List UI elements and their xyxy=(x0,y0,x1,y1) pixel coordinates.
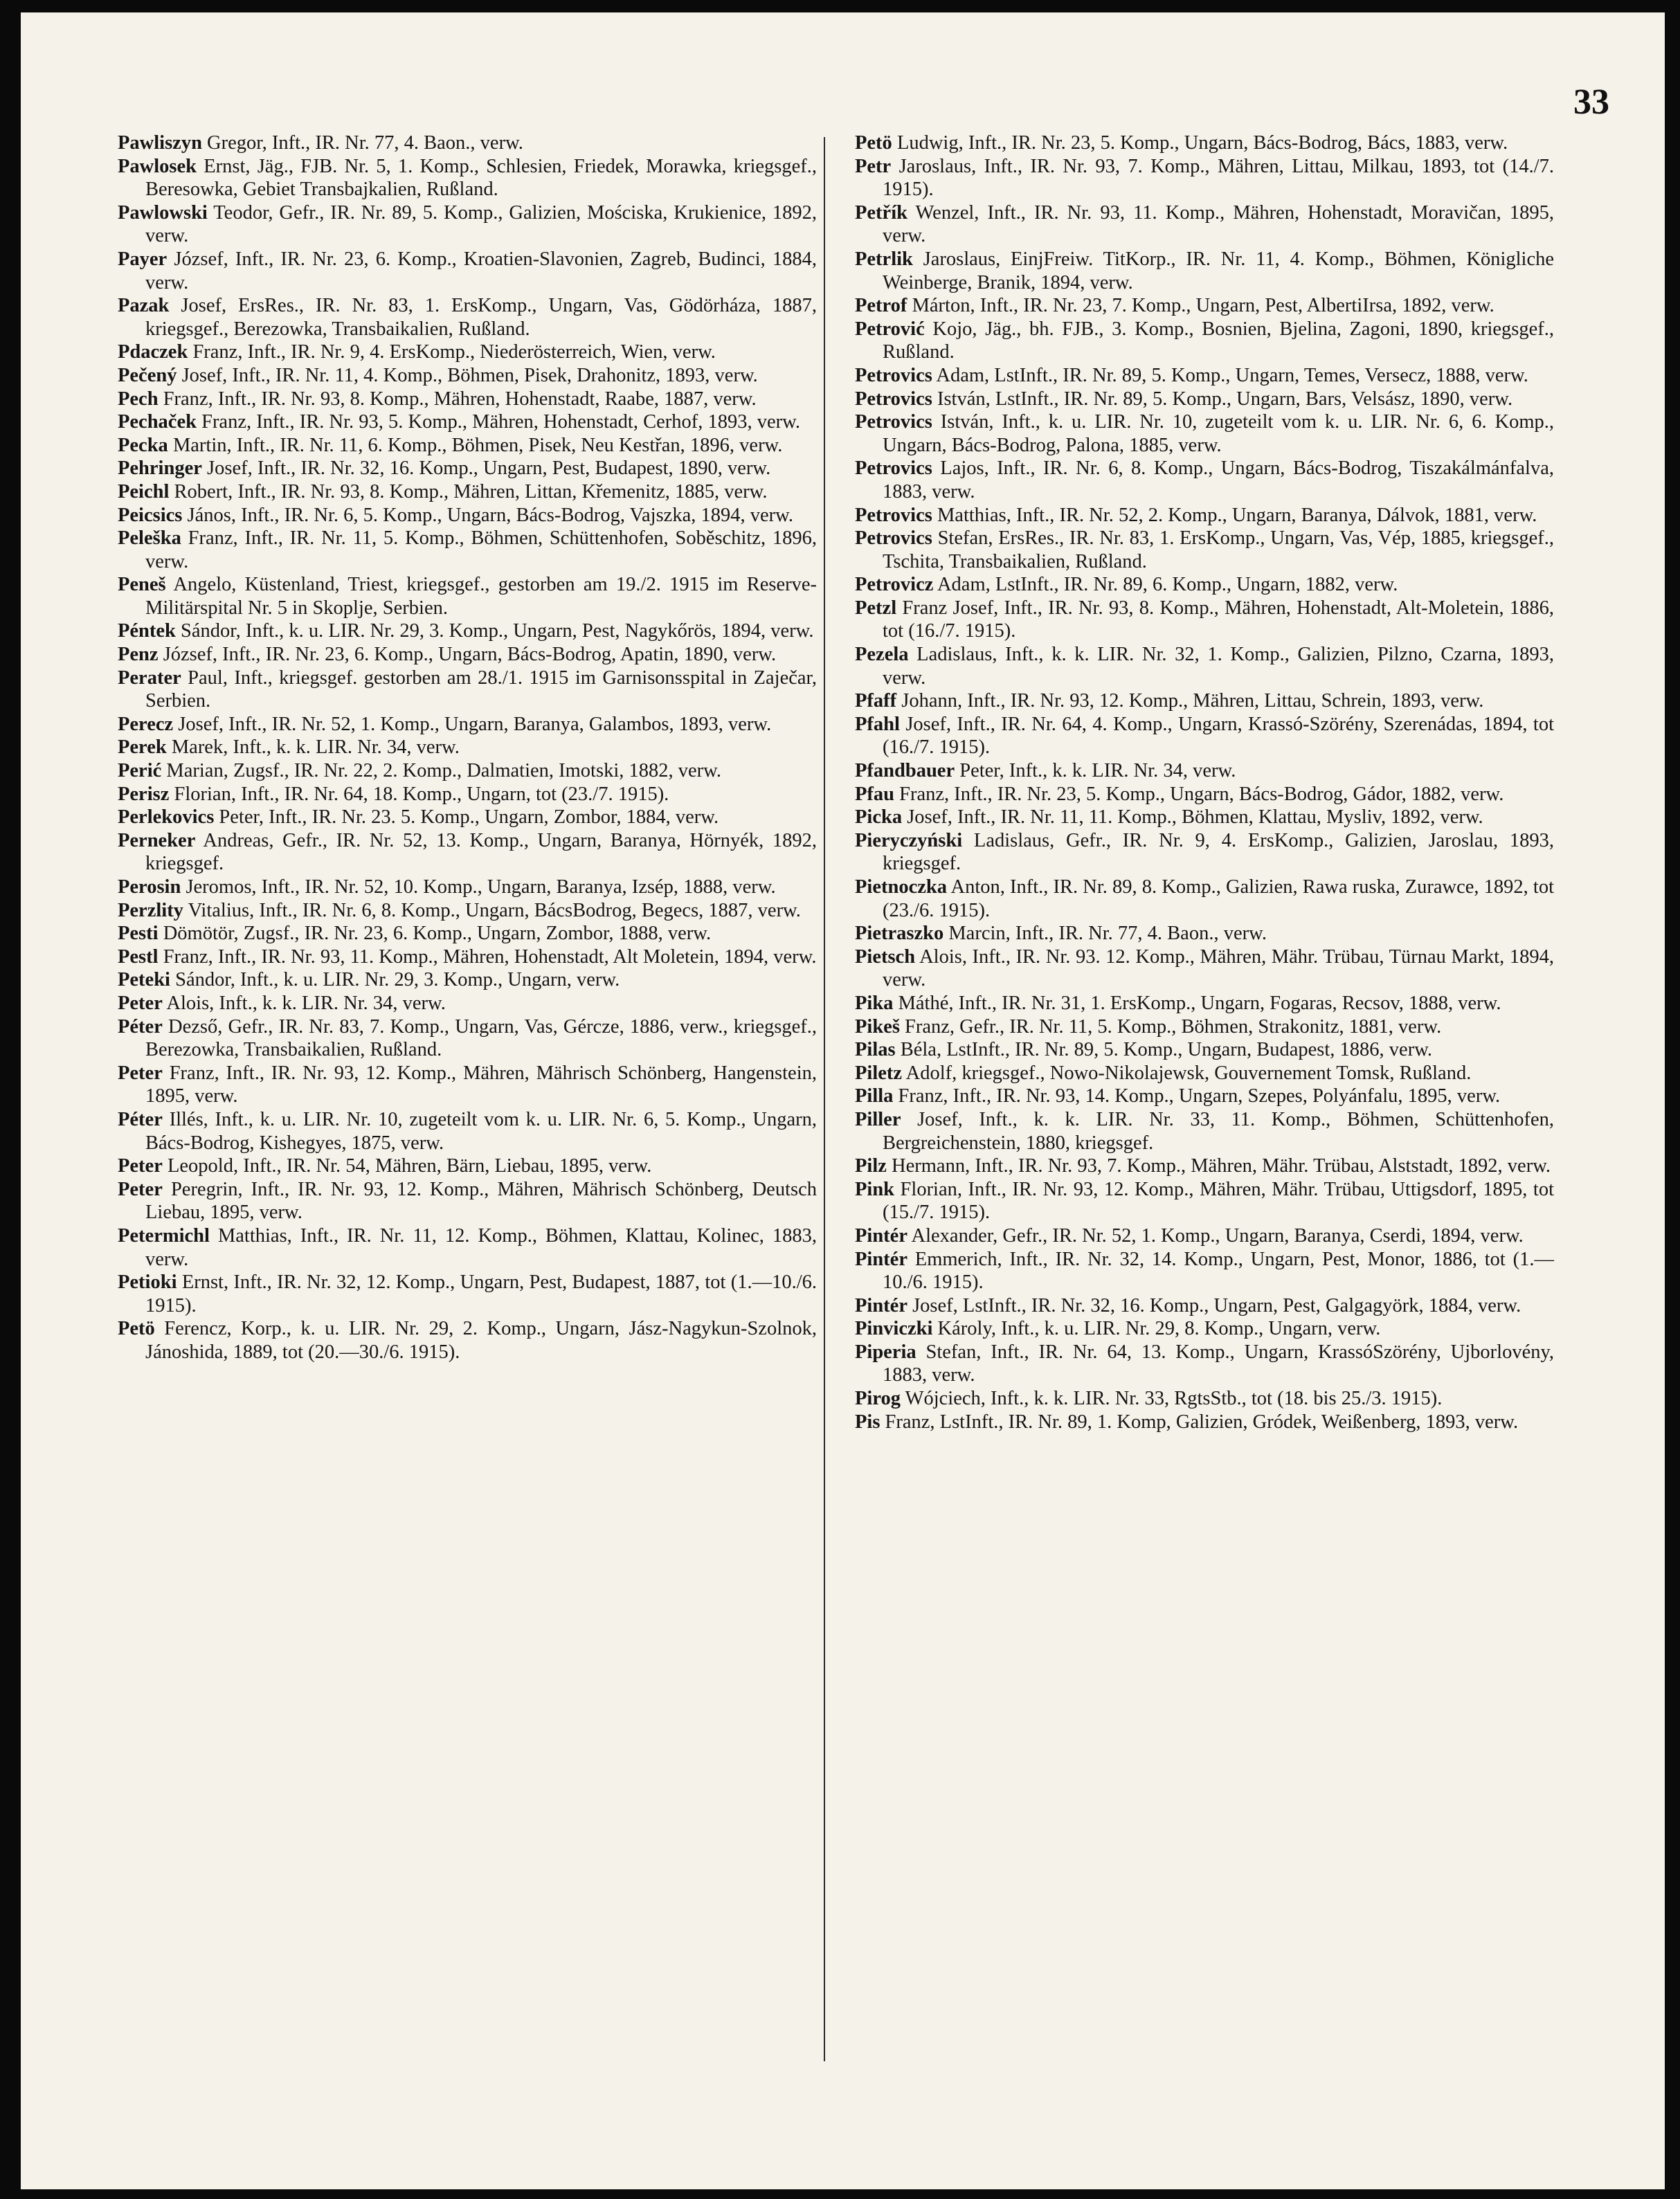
entry-details: Florian, Inft., IR. Nr. 64, 18. Komp., Ungarn, tot (23./7. 1915). xyxy=(174,783,669,805)
casualty-entry xyxy=(855,1294,1554,1318)
casualty-entry xyxy=(118,736,817,759)
casualty-entry xyxy=(855,1015,1554,1039)
entry-surname: Pesti xyxy=(118,923,159,945)
casualty-entry xyxy=(855,388,1554,411)
casualty-entry xyxy=(118,388,817,411)
entry-details: Franz, Inft., IR. Nr. 11, 5. Komp., Böhmen, Schüttenhofen, Soběschitz, 1896, verw. xyxy=(145,527,817,572)
entry-surname: Péntek xyxy=(118,620,176,642)
casualty-entry xyxy=(118,829,817,876)
entry-surname: Pikeš xyxy=(855,1015,900,1038)
casualty-entry xyxy=(855,1411,1554,1434)
right-column xyxy=(855,132,1554,1433)
entry-surname: Péter xyxy=(118,1015,163,1038)
entry-surname: Peter xyxy=(118,1178,163,1200)
entry-details: Stefan, ErsRes., IR. Nr. 83, 1. ErsKomp., Ungarn, Vas, Vép, 1885, kriegsgef., Tschita, Transbaikalien, Rußland. xyxy=(883,527,1554,572)
casualty-entry xyxy=(118,364,817,388)
entry-details: Sándor, Inft., k. u. LIR. Nr. 29, 3. Komp., Ungarn, verw. xyxy=(175,969,620,991)
casualty-entry xyxy=(118,713,817,736)
casualty-entry xyxy=(118,1271,817,1317)
entry-surname: Pika xyxy=(855,992,894,1014)
entry-surname: Petrovics xyxy=(855,364,932,386)
entry-surname: Peteki xyxy=(118,969,170,991)
entry-surname: Perzlity xyxy=(118,899,183,921)
casualty-entry xyxy=(855,1224,1554,1248)
casualty-entry xyxy=(855,759,1554,783)
entry-surname: Pfaff xyxy=(855,690,897,712)
entry-details: Adam, LstInft., IR. Nr. 89, 5. Komp., Ungarn, Temes, Versecz, 1888, verw. xyxy=(936,364,1528,386)
casualty-entry xyxy=(118,457,817,480)
entry-surname: Pazak xyxy=(118,295,170,317)
casualty-entry xyxy=(118,201,817,248)
entry-details: József, Inft., IR. Nr. 23, 6. Komp., Kroatien-Slavonien, Zagreb, Budinci, 1884, verw. xyxy=(145,248,817,293)
entry-surname: Perlekovics xyxy=(118,806,215,829)
casualty-entry xyxy=(118,667,817,713)
casualty-entry xyxy=(118,1108,817,1155)
entry-details: Adam, LstInft., IR. Nr. 89, 6. Komp., Ungarn, 1882, verw. xyxy=(937,574,1398,596)
casualty-entry xyxy=(855,410,1554,457)
entry-surname: Perneker xyxy=(118,829,196,851)
entry-details: Marek, Inft., k. k. LIR. Nr. 34, verw. xyxy=(171,736,460,759)
entry-surname: Pawliszyn xyxy=(118,132,202,154)
casualty-entry xyxy=(118,294,817,341)
entry-details: Márton, Inft., IR. Nr. 23, 7. Komp., Ungarn, Pest, AlbertiIrsa, 1892, verw. xyxy=(912,295,1494,317)
casualty-entry xyxy=(855,1387,1554,1411)
entry-details: Adolf, kriegsgef., Nowo-Nikolajewsk, Gouvernement Tomsk, Rußland. xyxy=(905,1062,1472,1084)
entry-details: Alexander, Gefr., IR. Nr. 52, 1. Komp., Ungarn, Baranya, Cserdi, 1894, verw. xyxy=(911,1224,1524,1247)
entry-surname: Petermichl xyxy=(118,1224,210,1247)
entry-details: Marcin, Inft., IR. Nr. 77, 4. Baon., verw. xyxy=(948,923,1267,945)
entry-surname: Pintér xyxy=(855,1224,907,1247)
casualty-entry xyxy=(855,1155,1554,1178)
casualty-entry xyxy=(855,248,1554,294)
entry-details: Alois, Inft., k. k. LIR. Nr. 34, verw. xyxy=(166,992,446,1014)
entry-details: Franz, Gefr., IR. Nr. 11, 5. Komp., Böhmen, Strakonitz, 1881, verw. xyxy=(905,1015,1442,1038)
left-column xyxy=(118,132,817,1364)
entry-details: Florian, Inft., IR. Nr. 93, 12. Komp., Mähren, Mähr. Trübau, Uttigsdorf, 1895, tot (15./7. 1915). xyxy=(883,1178,1555,1224)
column-divider xyxy=(824,137,825,2061)
casualty-entry xyxy=(855,806,1554,829)
entry-details: Robert, Inft., IR. Nr. 93, 8. Komp., Mähren, Littan, Křemenitz, 1885, verw. xyxy=(174,480,768,503)
casualty-entry xyxy=(855,1062,1554,1085)
entry-details: István, LstInft., IR. Nr. 89, 5. Komp., Ungarn, Bars, Velsász, 1890, verw. xyxy=(937,388,1513,410)
entry-surname: Petö xyxy=(855,132,892,154)
entry-details: Marian, Zugsf., IR. Nr. 22, 2. Komp., Dalmatien, Imotski, 1882, verw. xyxy=(166,760,721,782)
entry-details: Andreas, Gefr., IR. Nr. 52, 13. Komp., Ungarn, Baranya, Hörnyék, 1892, kriegsgef. xyxy=(145,829,817,875)
entry-surname: Payer xyxy=(118,248,168,270)
entry-details: Franz, Inft., IR. Nr. 9, 4. ErsKomp., Niederösterreich, Wien, verw. xyxy=(192,341,716,363)
entry-surname: Perosin xyxy=(118,876,181,898)
casualty-entry xyxy=(855,597,1554,643)
casualty-entry xyxy=(855,573,1554,597)
entry-details: Ernst, Jäg., FJB. Nr. 5, 1. Komp., Schlesien, Friedek, Morawka, kriegsgef., Beresowka, Gebiet Transbajkalien, Rußland. xyxy=(145,155,818,201)
entry-details: Josef, ErsRes., IR. Nr. 83, 1. ErsKomp., Ungarn, Vas, Gödörháza, 1887, kriegsgef., Berezowka, Transbaikalien, Rußland. xyxy=(145,295,818,340)
entry-details: Franz, LstInft., IR. Nr. 89, 1. Komp, Galizien, Gródek, Weißenberg, 1893, verw. xyxy=(885,1411,1519,1433)
entry-surname: Perić xyxy=(118,760,162,782)
casualty-entry xyxy=(118,434,817,458)
entry-details: Dezső, Gefr., IR. Nr. 83, 7. Komp., Ungarn, Vas, Gércze, 1886, verw., kriegsgef., Berezowka, Transbaikalien, Rußland. xyxy=(145,1015,817,1061)
entry-surname: Pinviczki xyxy=(855,1318,933,1340)
entry-details: Máthé, Inft., IR. Nr. 31, 1. ErsKomp., Ungarn, Fogaras, Recsov, 1888, verw. xyxy=(898,992,1501,1014)
entry-surname: Pirog xyxy=(855,1388,901,1410)
entry-details: József, Inft., IR. Nr. 23, 6. Komp., Ungarn, Bács-Bodrog, Apatin, 1890, verw. xyxy=(163,644,777,666)
entry-surname: Petzl xyxy=(855,597,897,619)
entry-surname: Peicsics xyxy=(118,504,183,526)
casualty-entry xyxy=(855,992,1554,1015)
entry-surname: Petřík xyxy=(855,201,907,224)
entry-details: Béla, LstInft., IR. Nr. 89, 5. Komp., Ungarn, Budapest, 1886, verw. xyxy=(900,1039,1433,1061)
document-page xyxy=(21,12,1665,2189)
entry-details: Franz, Inft., IR. Nr. 93, 8. Komp., Mähren, Hohenstadt, Raabe, 1887, verw. xyxy=(163,388,757,410)
casualty-entry xyxy=(855,1085,1554,1108)
entry-details: Ernst, Inft., IR. Nr. 32, 12. Komp., Ungarn, Pest, Budapest, 1887, tot (1.—10./6. 1915). xyxy=(145,1272,818,1316)
entry-details: Matthias, Inft., IR. Nr. 11, 12. Komp., Böhmen, Klattau, Kolinec, 1883, verw. xyxy=(145,1224,818,1270)
entry-details: Leopold, Inft., IR. Nr. 54, Mähren, Bärn, Liebau, 1895, verw. xyxy=(167,1155,652,1177)
entry-details: István, Inft., k. u. LIR. Nr. 10, zugeteilt vom k. u. LIR. Nr. 6, 6. Komp., Ungarn, Bács-Bodrog, Palona, 1885, verw. xyxy=(883,411,1554,456)
entry-details: Franz Josef, Inft., IR. Nr. 93, 8. Komp., Mähren, Hohenstadt, Alt-Moletein, 1886, tot (16./7. 1915). xyxy=(883,597,1554,642)
entry-details: Ladislaus, Inft., k. k. LIR. Nr. 32, 1. Komp., Galizien, Pilzno, Czarna, 1893, verw. xyxy=(883,644,1555,689)
entry-surname: Perisz xyxy=(118,783,170,805)
entry-surname: Petrovics xyxy=(855,527,932,550)
entry-details: Angelo, Küstenland, Triest, kriegsgef., gestorben am 19./2. 1915 im Reserve-Militärspital Nr. 5 in Skoplje, Serbien. xyxy=(145,574,817,619)
entry-details: Josef, Inft., IR. Nr. 11, 4. Komp., Böhmen, Pisek, Drahonitz, 1893, verw. xyxy=(181,364,758,386)
casualty-entry xyxy=(118,155,817,201)
entry-details: Wenzel, Inft., IR. Nr. 93, 11. Komp., Mähren, Hohenstadt, Moravičan, 1895, verw. xyxy=(883,201,1554,247)
entry-surname: Pietsch xyxy=(855,945,916,968)
casualty-entry xyxy=(855,457,1554,503)
entry-details: Johann, Inft., IR. Nr. 93, 12. Komp., Mähren, Littau, Schrein, 1893, verw. xyxy=(901,690,1484,712)
casualty-entry xyxy=(118,619,817,643)
entry-surname: Pech xyxy=(118,388,159,410)
entry-details: Károly, Inft., k. u. LIR. Nr. 29, 8. Komp., Ungarn, verw. xyxy=(937,1318,1381,1340)
entry-surname: Pechaček xyxy=(118,411,197,433)
entry-details: Franz, Inft., IR. Nr. 93, 5. Komp., Mähren, Hohenstadt, Cerhof, 1893, verw. xyxy=(201,411,800,433)
entry-surname: Perater xyxy=(118,667,181,689)
entry-surname: Pfandbauer xyxy=(855,760,955,782)
entry-details: Martin, Inft., IR. Nr. 11, 6. Komp., Böhmen, Pisek, Neu Kestřan, 1896, verw. xyxy=(172,434,783,456)
entry-surname: Pink xyxy=(855,1178,895,1200)
casualty-entry xyxy=(118,410,817,434)
casualty-entry xyxy=(118,876,817,899)
entry-details: Lajos, Inft., IR. Nr. 6, 8. Komp., Ungarn, Bács-Bodrog, Tiszakálmánfalva, 1883, verw. xyxy=(883,458,1554,503)
entry-details: Hermann, Inft., IR. Nr. 93, 7. Komp., Mähren, Mähr. Trübau, Alststadt, 1892, verw. xyxy=(892,1155,1551,1177)
entry-surname: Pezela xyxy=(855,644,909,666)
entry-surname: Peneš xyxy=(118,574,166,596)
entry-details: Ludwig, Inft., IR. Nr. 23, 5. Komp., Ungarn, Bács-Bodrog, Bács, 1883, verw. xyxy=(896,132,1508,154)
casualty-entry xyxy=(118,1062,817,1108)
entry-surname: Petioki xyxy=(118,1272,177,1294)
entry-surname: Petr xyxy=(855,155,892,177)
casualty-entry xyxy=(118,132,817,155)
entry-details: Peter, Inft., IR. Nr. 23. 5. Komp., Ungarn, Zombor, 1884, verw. xyxy=(219,806,719,829)
casualty-entry xyxy=(855,1108,1554,1155)
casualty-entry xyxy=(118,504,817,527)
entry-details: Josef, Inft., k. k. LIR. Nr. 33, 11. Komp., Böhmen, Schüttenhofen, Bergreichenstein, 1880, kriegsgef. xyxy=(883,1108,1554,1154)
casualty-entry xyxy=(855,132,1554,155)
casualty-entry xyxy=(118,573,817,619)
entry-details: Franz, Inft., IR. Nr. 93, 14. Komp., Ungarn, Szepes, Polyánfalu, 1895, verw. xyxy=(898,1085,1501,1107)
casualty-entry xyxy=(855,1341,1554,1387)
entry-details: Ladislaus, Gefr., IR. Nr. 9, 4. ErsKomp., Galizien, Jaroslau, 1893, kriegsgef. xyxy=(883,829,1554,875)
casualty-entry xyxy=(855,318,1554,364)
casualty-entry xyxy=(118,341,817,364)
casualty-entry xyxy=(118,1155,817,1178)
entry-surname: Petrovics xyxy=(855,504,932,526)
entry-details: Franz, Inft., IR. Nr. 93, 11. Komp., Mähren, Hohenstadt, Alt Moletein, 1894, verw. xyxy=(163,945,817,968)
entry-details: Kojo, Jäg., bh. FJB., 3. Komp., Bosnien, Bjelina, Zagoni, 1890, kriegsgef., Rußland. xyxy=(883,318,1554,363)
entry-surname: Pečený xyxy=(118,364,177,386)
entry-details: Josef, Inft., IR. Nr. 52, 1. Komp., Ungarn, Baranya, Galambos, 1893, verw. xyxy=(178,713,772,735)
page-number: 33 xyxy=(1573,82,1609,122)
entry-surname: Pestl xyxy=(118,945,159,968)
entry-details: Jeromos, Inft., IR. Nr. 52, 10. Komp., Ungarn, Baranya, Izsép, 1888, verw. xyxy=(186,876,776,898)
casualty-entry xyxy=(118,922,817,945)
entry-surname: Petrof xyxy=(855,295,907,317)
casualty-entry xyxy=(118,945,817,969)
entry-surname: Pecka xyxy=(118,434,168,456)
casualty-entry xyxy=(118,1178,817,1224)
casualty-entry xyxy=(855,783,1554,806)
entry-surname: Pilla xyxy=(855,1085,894,1107)
entry-details: Ferencz, Korp., k. u. LIR. Nr. 29, 2. Komp., Ungarn, Jász-Nagykun-Szolnok, Jánoshida, 1889, tot (20.—30./6. 1915). xyxy=(145,1318,818,1363)
entry-surname: Petrović xyxy=(855,318,925,340)
casualty-entry xyxy=(855,945,1554,992)
entry-surname: Penz xyxy=(118,644,159,666)
entry-details: Josef, Inft., IR. Nr. 32, 16. Komp., Ungarn, Pest, Budapest, 1890, verw. xyxy=(207,458,771,480)
entry-details: Josef, LstInft., IR. Nr. 32, 16. Komp., Ungarn, Pest, Galgagyörk, 1884, verw. xyxy=(912,1294,1521,1316)
casualty-entry xyxy=(855,1038,1554,1062)
casualty-entry xyxy=(118,248,817,294)
entry-surname: Perek xyxy=(118,736,167,759)
casualty-entry xyxy=(118,1224,817,1271)
casualty-entry xyxy=(118,1317,817,1364)
entry-details: János, Inft., IR. Nr. 6, 5. Komp., Ungarn, Bács-Bodrog, Vajszka, 1894, verw. xyxy=(187,504,793,526)
entry-surname: Pfahl xyxy=(855,713,900,735)
entry-surname: Pis xyxy=(855,1411,880,1433)
entry-details: Jaroslaus, EinjFreiw. TitKorp., IR. Nr. 11, 4. Komp., Böhmen, Königliche Weinberge, Branik, 1894, verw. xyxy=(883,248,1554,293)
casualty-entry xyxy=(855,155,1554,201)
entry-details: Josef, Inft., IR. Nr. 11, 11. Komp., Böhmen, Klattau, Mysliv, 1892, verw. xyxy=(907,806,1483,829)
entry-surname: Pintér xyxy=(855,1294,907,1316)
casualty-entry xyxy=(118,783,817,806)
casualty-entry xyxy=(855,689,1554,713)
entry-details: Illés, Inft., k. u. LIR. Nr. 10, zugeteilt vom k. u. LIR. Nr. 6, 5. Komp., Ungarn, Bács-Bodrog, Kishegyes, 1875, verw. xyxy=(145,1108,817,1154)
entry-surname: Peichl xyxy=(118,480,170,503)
entry-surname: Petrovics xyxy=(855,388,932,410)
casualty-entry xyxy=(855,876,1554,922)
entry-surname: Petrlik xyxy=(855,248,913,270)
entry-surname: Pawlosek xyxy=(118,155,197,177)
casualty-entry xyxy=(118,759,817,783)
entry-surname: Petrovics xyxy=(855,458,932,480)
entry-surname: Peleška xyxy=(118,527,181,550)
casualty-entry xyxy=(855,527,1554,573)
entry-surname: Pawlowski xyxy=(118,201,208,224)
casualty-entry xyxy=(855,829,1554,876)
casualty-entry xyxy=(855,1317,1554,1341)
casualty-entry xyxy=(118,1015,817,1062)
entry-details: Franz, Inft., IR. Nr. 23, 5. Komp., Ungarn, Bács-Bodrog, Gádor, 1882, verw. xyxy=(899,783,1504,805)
casualty-entry xyxy=(118,806,817,829)
entry-surname: Piller xyxy=(855,1108,901,1130)
entry-surname: Pieryczyński xyxy=(855,829,963,851)
casualty-entry xyxy=(855,1248,1554,1294)
entry-details: Alois, Inft., IR. Nr. 93. 12. Komp., Mähren, Mähr. Trübau, Türnau Markt, 1894, verw. xyxy=(883,945,1554,991)
casualty-entry xyxy=(855,201,1554,248)
entry-surname: Peter xyxy=(118,1062,163,1084)
entry-details: Jaroslaus, Inft., IR. Nr. 93, 7. Komp., Mähren, Littau, Milkau, 1893, tot (14./7. 1915). xyxy=(883,155,1554,201)
entry-surname: Piperia xyxy=(855,1341,916,1363)
entry-details: Gregor, Inft., IR. Nr. 77, 4. Baon., verw. xyxy=(207,132,523,154)
entry-details: Peregrin, Inft., IR. Nr. 93, 12. Komp., Mähren, Mährisch Schönberg, Deutsch Liebau, 1895, verw. xyxy=(145,1178,817,1224)
entry-surname: Pietraszko xyxy=(855,923,944,945)
entry-details: Emmerich, Inft., IR. Nr. 32, 14. Komp., Ungarn, Pest, Monor, 1886, tot (1.—10./6. 1915). xyxy=(883,1248,1555,1294)
entry-surname: Perecz xyxy=(118,713,174,735)
casualty-entry xyxy=(855,294,1554,318)
entry-details: Matthias, Inft., IR. Nr. 52, 2. Komp., Ungarn, Baranya, Dálvok, 1881, verw. xyxy=(937,504,1537,526)
entry-details: Dömötör, Zugsf., IR. Nr. 23, 6. Komp., Ungarn, Zombor, 1888, verw. xyxy=(163,923,712,945)
casualty-entry xyxy=(118,480,817,504)
entry-surname: Petrovicz xyxy=(855,574,934,596)
entry-surname: Pehringer xyxy=(118,458,202,480)
entry-details: Peter, Inft., k. k. LIR. Nr. 34, verw. xyxy=(959,760,1236,782)
entry-surname: Pintér xyxy=(855,1248,907,1270)
casualty-entry xyxy=(855,713,1554,759)
casualty-entry xyxy=(118,968,817,992)
casualty-entry xyxy=(118,643,817,667)
entry-surname: Pdaczek xyxy=(118,341,188,363)
entry-surname: Picka xyxy=(855,806,903,829)
entry-surname: Pilas xyxy=(855,1039,896,1061)
entry-surname: Piletz xyxy=(855,1062,903,1084)
casualty-entry xyxy=(855,364,1554,388)
casualty-entry xyxy=(118,992,817,1015)
casualty-entry xyxy=(855,1178,1554,1224)
casualty-entry xyxy=(855,643,1554,689)
entry-details: Anton, Inft., IR. Nr. 89, 8. Komp., Galizien, Rawa ruska, Zurawce, 1892, tot (23./6. 1915). xyxy=(883,876,1554,921)
entry-details: Wójciech, Inft., k. k. LIR. Nr. 33, RgtsStb., tot (18. bis 25./3. 1915). xyxy=(905,1388,1443,1410)
entry-surname: Peter xyxy=(118,992,163,1014)
entry-details: Josef, Inft., IR. Nr. 64, 4. Komp., Ungarn, Krassó-Szörény, Szerenádas, 1894, tot (16./7. 1915). xyxy=(883,713,1554,759)
entry-surname: Petrovics xyxy=(855,411,932,433)
entry-surname: Petö xyxy=(118,1318,155,1340)
entry-details: Sándor, Inft., k. u. LIR. Nr. 29, 3. Komp., Ungarn, Pest, Nagykőrös, 1894, verw. xyxy=(181,620,814,642)
entry-surname: Péter xyxy=(118,1108,163,1130)
entry-details: Franz, Inft., IR. Nr. 93, 12. Komp., Mähren, Mährisch Schönberg, Hangenstein, 1895, verw. xyxy=(145,1062,817,1107)
entry-surname: Pfau xyxy=(855,783,894,805)
entry-details: Teodor, Gefr., IR. Nr. 89, 5. Komp., Galizien, Mościska, Krukienice, 1892, verw. xyxy=(145,201,817,247)
entry-details: Stefan, Inft., IR. Nr. 64, 13. Komp., Ungarn, KrassóSzörény, Ujborlovény, 1883, verw. xyxy=(883,1341,1554,1386)
entry-surname: Peter xyxy=(118,1155,163,1177)
casualty-entry xyxy=(118,899,817,923)
casualty-entry xyxy=(855,922,1554,945)
entry-surname: Pietnoczka xyxy=(855,876,947,898)
entry-details: Vitalius, Inft., IR. Nr. 6, 8. Komp., Ungarn, BácsBodrog, Begecs, 1887, verw. xyxy=(188,899,801,921)
casualty-entry xyxy=(855,504,1554,527)
entry-surname: Pilz xyxy=(855,1155,887,1177)
casualty-entry xyxy=(118,527,817,573)
entry-details: Paul, Inft., kriegsgef. gestorben am 28./1. 1915 im Garnisonsspital in Zaječar, Serbien. xyxy=(145,667,817,712)
